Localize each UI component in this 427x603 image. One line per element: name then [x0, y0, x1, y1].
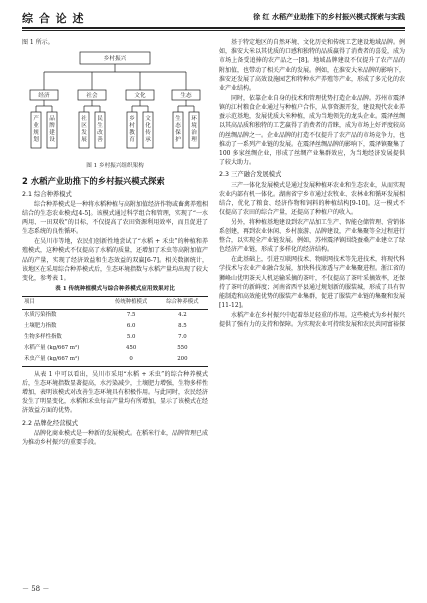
- paragraph: 在此基础上，引进互联网技术、物联网技术等先进技术，将现代科学技术与农业产业融合发展，加快科技渗透与产业集聚进程。浙江省的狮峰山优明茶天人机运输采摘的茶叶，不仅提高了茶叶采摘效率，还保持了茶叶的新鲜度；河南省西平县通过规划新的服装城，形成了具有智能制造和高效能优势的服装产业集群，促进了服装产业链的集聚和发展[11-12]。: [219, 256, 406, 310]
- org-leaf: 民生改善: [97, 116, 103, 144]
- paragraph: 从表 1 中可以看出，吴川市采用“水稻 + 禾虫”的综合种养模式后，生态环境指数显著提高，水污染减少，土壤肥力增强，生物多样性增加，表明该模式对改善生态环境具有积极作用。与此同时，农民经济发生了明显变化，水稻和禾虫每亩产量均有所增加，显示了该模式在经济效益方面的优势。: [22, 370, 209, 415]
- table-row: [22, 309, 208, 321]
- paragraph: 基于特定地区的自然环境、文化历史和传统工艺建设地域品牌。例如，淮安大米以其优质的口感和独特的品质赢得了消费者的喜爱，成为市场上备受追捧的农产品之一[8]。地域品牌建设不仅提升了农产品的附加值，也带动了相关产业的发展。例如，在淮安大米品牌的影响下，淮安还发展了高效设施园艺和特种水产养殖等产业，形成了多元化的农业产业结构。: [219, 39, 406, 93]
- org-node-culture: 文化: [134, 93, 146, 100]
- table-row: [22, 332, 208, 343]
- org-leaf: 社区发展: [81, 116, 87, 144]
- table-cell: 水稻产量 (kg/667 m²): [24, 345, 80, 352]
- table-cell: 禾虫产量 (kg/667 m²): [22, 354, 106, 366]
- table-cell: 6.0: [126, 322, 136, 329]
- table-caption: 表 1 传统种植模式与综合种养模式应用效果对比: [55, 286, 175, 293]
- table-cell: 水质污染指数: [24, 311, 57, 318]
- table-cell: 4.2: [178, 311, 187, 318]
- table-cell: 8.5: [178, 322, 187, 329]
- paragraph: 水稻产业在乡村振兴中起着举足轻重的作用。这些模式为乡村振兴提供了强有力的支持和保障。为实现农业可持续发展和农民共同富裕探: [219, 311, 406, 329]
- org-node-economy: 经济: [38, 93, 50, 100]
- left-column: [22, 38, 208, 448]
- paragraph: 综合种养模式是一种将水稻种植与高附加值经济作物或畜禽养殖相结合的生态农业模式[4-5]。该模式通过科学组合和管理，实现了“一水两用、一田双收”的目标，不仅提高了农田资源利用效率，而且促进了生态系统的良性循环。: [22, 200, 209, 236]
- org-node-root: 乡村振兴: [103, 56, 127, 63]
- figure-caption: 图 1 乡村振兴组织架构: [86, 163, 144, 170]
- table-header: 传统种植模式: [106, 297, 157, 309]
- org-node-society: 社会: [86, 93, 98, 100]
- subsection-heading: 2.1 综合种养模式: [22, 190, 72, 198]
- subsection-heading: 2.3 三产融合发展模式: [219, 171, 282, 179]
- org-leaf: 环境治理: [191, 116, 197, 144]
- table-cell: 0: [106, 354, 157, 366]
- paragraph: 同时，依靠企业自身的技术和管理优势打造企业品牌。苏州市震泽镇的江村粮食企业通过与种植户合作，从事资源开发，建设现代农业养蚕示范基地，发展优质大米种植，成为当地领先的龙头企业。震泽丝绸以其高品质和独特的工艺赢得了消费者的青睐，成为市场上好评度较高的丝绸品牌之一。企业品牌的打造不仅提升了农产品的市场竞争力，也推动了一系列产业链的发展。在震泽丝绸品牌的影响下，震泽镇聚集了 100 多家丝绸企业，形成了丝绸产业集群效应，为当地经济发展提供了较大助力。: [219, 94, 406, 167]
- running-header: 徐 红 水稻产业助推下的乡村振兴模式探索与实践: [253, 13, 405, 21]
- table-cell: 土壤肥力指数: [24, 322, 57, 329]
- table-row: [22, 354, 208, 366]
- org-leaf: 乡村教育: [129, 116, 135, 144]
- comparison-table: [22, 296, 208, 366]
- right-column: [219, 38, 405, 330]
- subsection-heading: 2.2 品牌化经营模式: [22, 419, 79, 427]
- table-cell: 7.0: [178, 333, 187, 340]
- org-chart: [22, 50, 208, 160]
- table-header-row: [22, 297, 208, 309]
- paragraph: 品牌化商业模式是一种新的发展模式。在稻米行业，品牌管理已成为推动乡村振兴的重要手段。: [22, 429, 209, 446]
- paragraph: 三产一体化发展模式是通过发展种植环农业和生态农业，从而实现农业内部有机一体化。湖南省宁乡市通过农牧业、农林业和循环发展相结合，优化了粮食、经济作物和饲料的种植结构[9-10]。这一模式不仅提高了农田的综合产量，还提高了种植户的收入。: [219, 181, 406, 217]
- table-row: [22, 343, 208, 354]
- figure-intro: 图 1 所示。: [22, 39, 54, 46]
- org-leaf: 文化传承: [145, 116, 151, 144]
- journal-section-title: 综 合 论 述: [22, 12, 85, 25]
- table-header: 综合种养模式: [157, 297, 208, 309]
- paragraph: 在吴川市等地，农民们创新性地尝试了“水稻 + 禾虫”的种植和养殖模式，这种模式不仅提高了水稻的质量，还增加了禾虫等高附加值产品的产量，实现了经济效益和生态效益的双赢[6-7]。相关数据统计，该地区在采用综合种养模式后，生态环境指数与水稻产量均出现了较大变化，参考表 1。: [22, 238, 209, 282]
- table-cell: 550: [177, 345, 188, 352]
- org-leaf: 生态保护: [175, 116, 181, 144]
- section-heading: 2 水稻产业助推下的乡村振兴模式探索: [22, 176, 165, 187]
- table-cell: 生物多样性指数: [24, 333, 62, 340]
- org-node-ecology: 生态: [180, 93, 192, 100]
- paragraph: 另外，将种植基地建设到农产品加工生产、智能仓储管理、营销体系创建，再到农业休闲、乡村旅游、品牌建设，产业集聚等全过程进行整合，以实现全产业链发展。例如，苏州震泽镇围绕蚕桑产业建立了绿色经济产业链，形成了多样化的经济结构。: [219, 218, 406, 254]
- table-cell: 450: [125, 345, 137, 352]
- table-cell: 200: [157, 354, 208, 366]
- org-leaf: 品牌建设: [49, 116, 55, 144]
- header-rule-thin: [22, 30, 405, 31]
- org-leaf: 产业规划: [33, 116, 39, 144]
- header-rule-thick: [22, 27, 405, 29]
- table-cell: 7.5: [126, 311, 136, 318]
- table-header: 项目: [22, 297, 106, 309]
- table-row: [22, 321, 208, 332]
- table-cell: 5.0: [126, 333, 136, 340]
- page-number: － 58 －: [22, 585, 50, 593]
